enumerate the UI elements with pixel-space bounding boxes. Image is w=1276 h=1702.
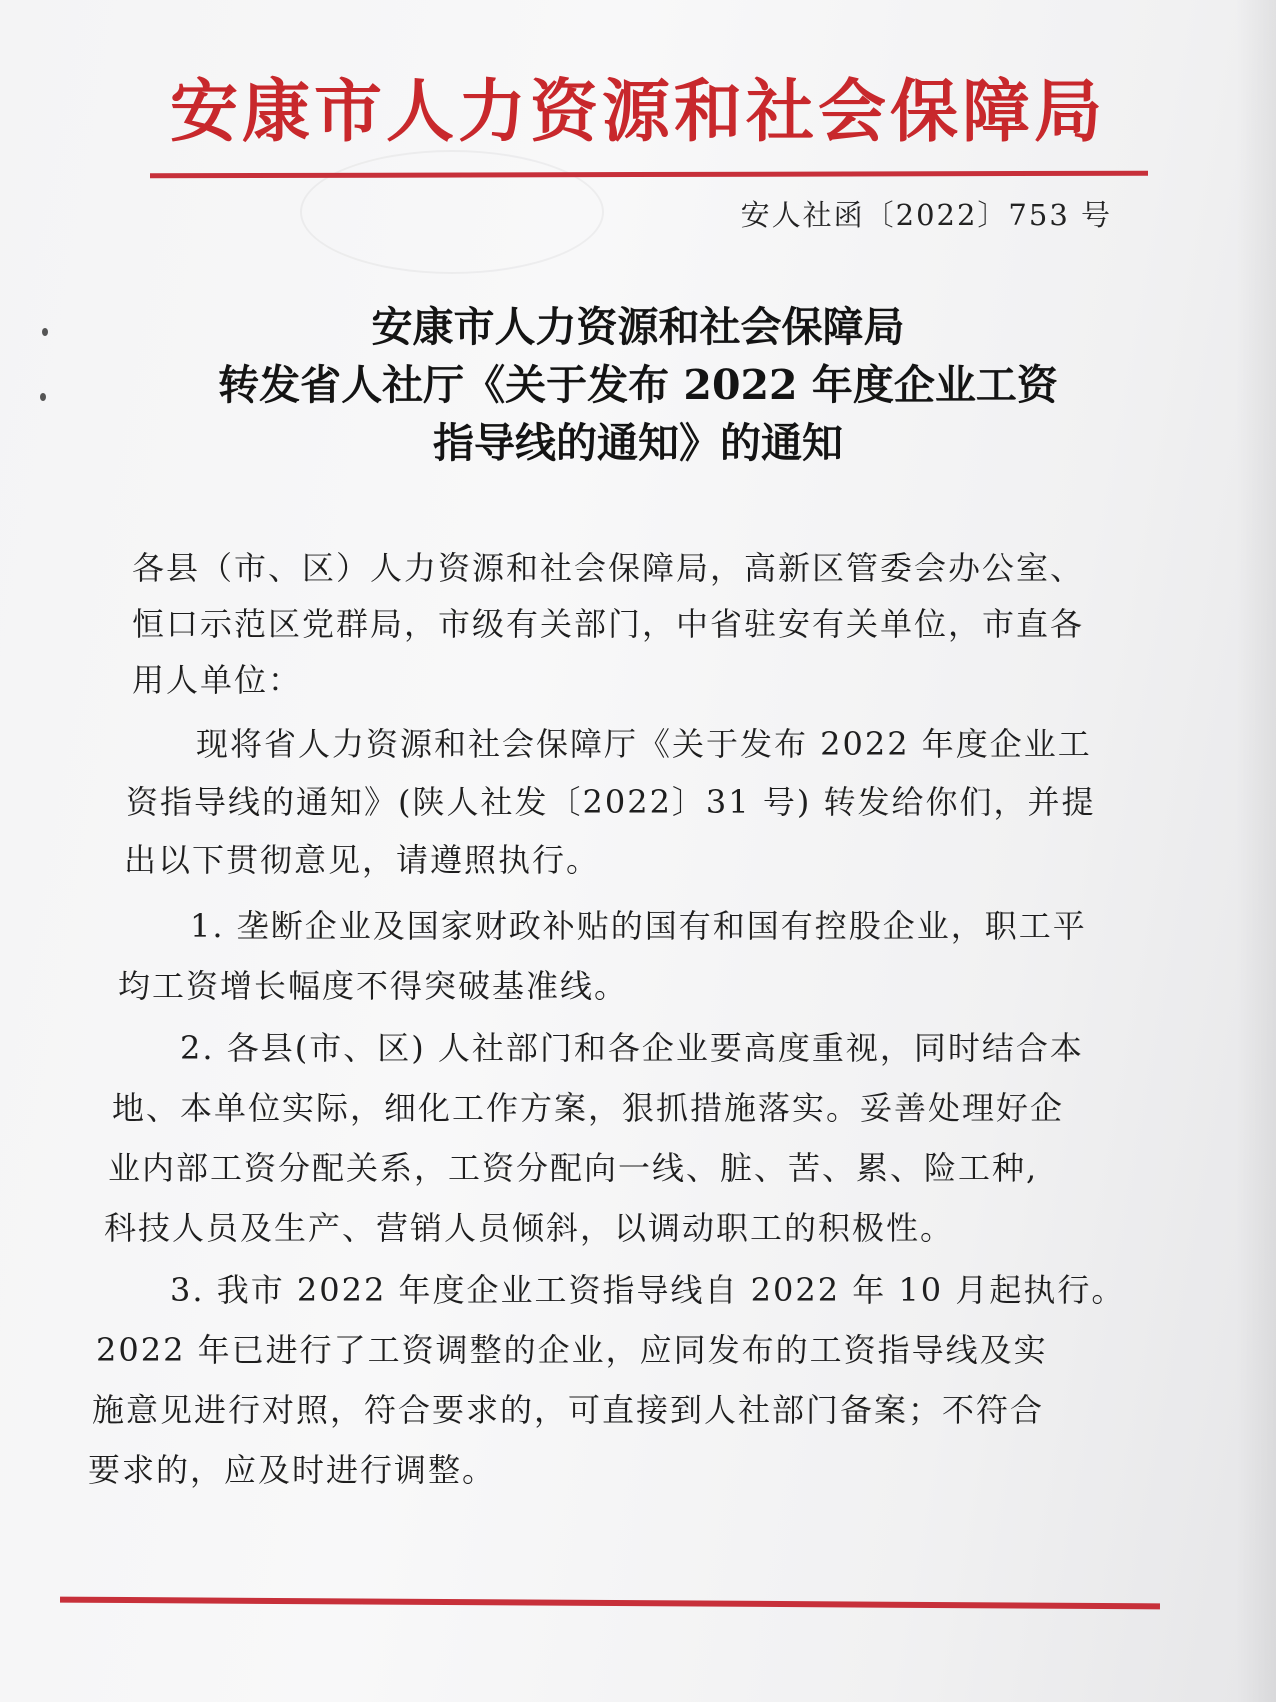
footer-red-rule — [60, 1597, 1160, 1610]
addressee-line: 各县（市、区）人力资源和社会保障局，高新区管委会办公室、 — [132, 549, 1085, 587]
issuing-org-header: 安康市人力资源和社会保障局 — [169, 72, 1106, 152]
intro-paragraph-line: 现将省人力资源和社会保障厅《关于发布 2022 年度企业工 — [196, 725, 1092, 763]
title-line-2: 转发省人社厅《关于发布 2022 年度企业工资 — [218, 361, 1058, 409]
item-3-line: 3. 我市 2022 年度企业工资指导线自 2022 年 10 月起执行。 — [170, 1271, 1126, 1309]
item-2-line: 科技人员及生产、营销人员倾斜，以调动职工的积极性。 — [104, 1209, 955, 1247]
document-title — [0, 298, 1276, 472]
addressee-line: 用人单位： — [132, 661, 303, 699]
header-red-rule — [150, 171, 1148, 179]
item-2-line: 地、本单位实际，细化工作方案，狠抓措施落实。妥善处理好企 — [112, 1089, 1065, 1127]
document-number: 安人社函〔2022〕753 号 — [740, 198, 1112, 232]
page-shadow — [1236, 0, 1276, 1702]
item-3-line: 2022 年已进行了工资调整的企业，应同发布的工资指导线及实 — [96, 1331, 1048, 1369]
addressee-line: 恒口示范区党群局，市级有关部门，中省驻安有关单位，市直各 — [132, 605, 1085, 643]
item-1-line: 均工资增长幅度不得突破基准线。 — [118, 967, 629, 1005]
item-1-line: 1. 垄断企业及国家财政补贴的国有和国有控股企业，职工平 — [190, 907, 1087, 945]
item-2-line: 2. 各县(市、区) 人社部门和各企业要高度重视，同时结合本 — [180, 1029, 1084, 1067]
title-line-3: 指导线的通知》的通知 — [433, 419, 843, 467]
item-2-line: 业内部工资分配关系，工资分配向一线、脏、苦、累、险工种, — [108, 1149, 1039, 1187]
intro-paragraph-line: 出以下贯彻意见，请遵照执行。 — [124, 841, 601, 879]
faint-seal-bleed — [300, 150, 604, 274]
item-3-line: 要求的，应及时进行调整。 — [88, 1451, 497, 1489]
title-line-1: 安康市人力资源和社会保障局 — [371, 303, 905, 351]
item-3-line: 施意见进行对照，符合要求的，可直接到人社部门备案；不符合 — [92, 1391, 1045, 1429]
intro-paragraph-line: 资指导线的通知》(陕人社发〔2022〕31 号) 转发给你们，并提 — [126, 783, 1096, 821]
